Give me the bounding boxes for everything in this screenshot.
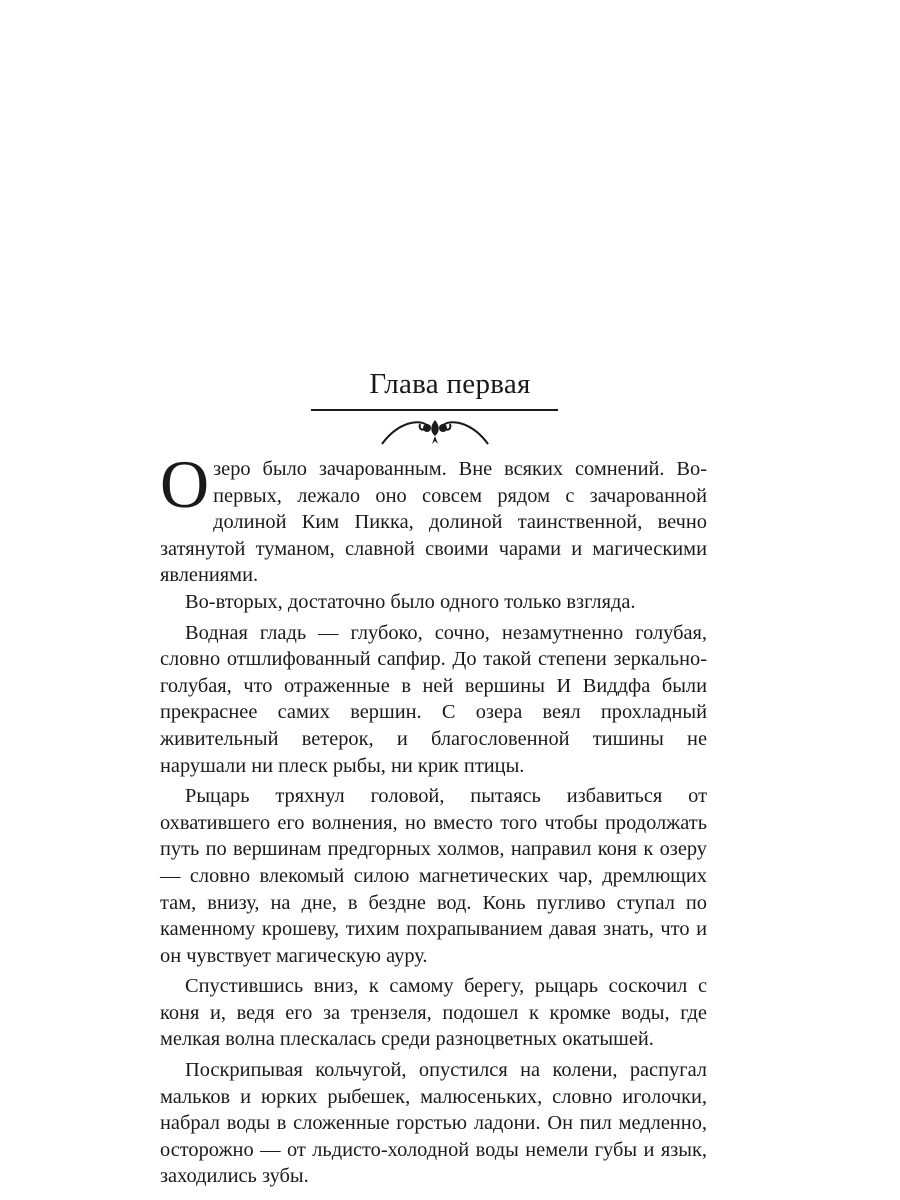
title-rule xyxy=(311,409,558,411)
paragraph: Рыцарь тряхнул головой, пытаясь избавиться от охватившего его волнения, но вместо того чтобы продолжать путь по вершинам предгорных холмов, направил коня к озеру — словно влекомый силою магнетических чар, дремлющих там, внизу, на дне, в бездне вод. Конь пугливо ступал по каменному крошеву, тихим похрапыванием давая знать, что и он чувствует магическую ауру. xyxy=(160,785,707,967)
paragraph: Спустившись вниз, к самому берегу, рыцарь соскочил с коня и, ведя его за трензеля, подошел к кромке воды, где мелкая волна плескалась среди разноцветных окатышей. xyxy=(160,975,707,1051)
paragraph: Озеро было зачарованным. Вне всяких сомнений. Во-первых, лежало оно совсем рядом с зачарованной долиной Ким Пикка, долиной таинственной, вечно затянутой туманом, славной своими чарами и магическими явлениями. xyxy=(160,446,707,587)
scroll-flourish-icon xyxy=(380,412,490,448)
paragraph: Поскрипывая кольчугой, опустился на колени, распугал мальков и юрких рыбешек, малюсеньких, словно иголочки, набрал воды в сложенные горстью ладони. Он пил медленно, осторожно — от льдисто-холодной воды немели губы и язык, заходились зубы. xyxy=(160,1059,707,1188)
drop-cap: О xyxy=(160,446,210,522)
chapter-text xyxy=(160,446,707,1190)
paragraph: Водная гладь — глубоко, сочно, незамутненно голубая, словно отшлифованный сапфир. До такой степени зеркально-голубая, что отраженные в ней вершины И Виддфа были прекраснее самих вершин. С озера веял прохладный живительный ветерок, и благословенной тишины не нарушали ни плеск рыбы, ни крик птицы. xyxy=(160,621,707,777)
chapter-title: Глава первая xyxy=(369,368,531,400)
paragraph: Во-вторых, достаточно было одного только взгляда. xyxy=(185,590,636,613)
